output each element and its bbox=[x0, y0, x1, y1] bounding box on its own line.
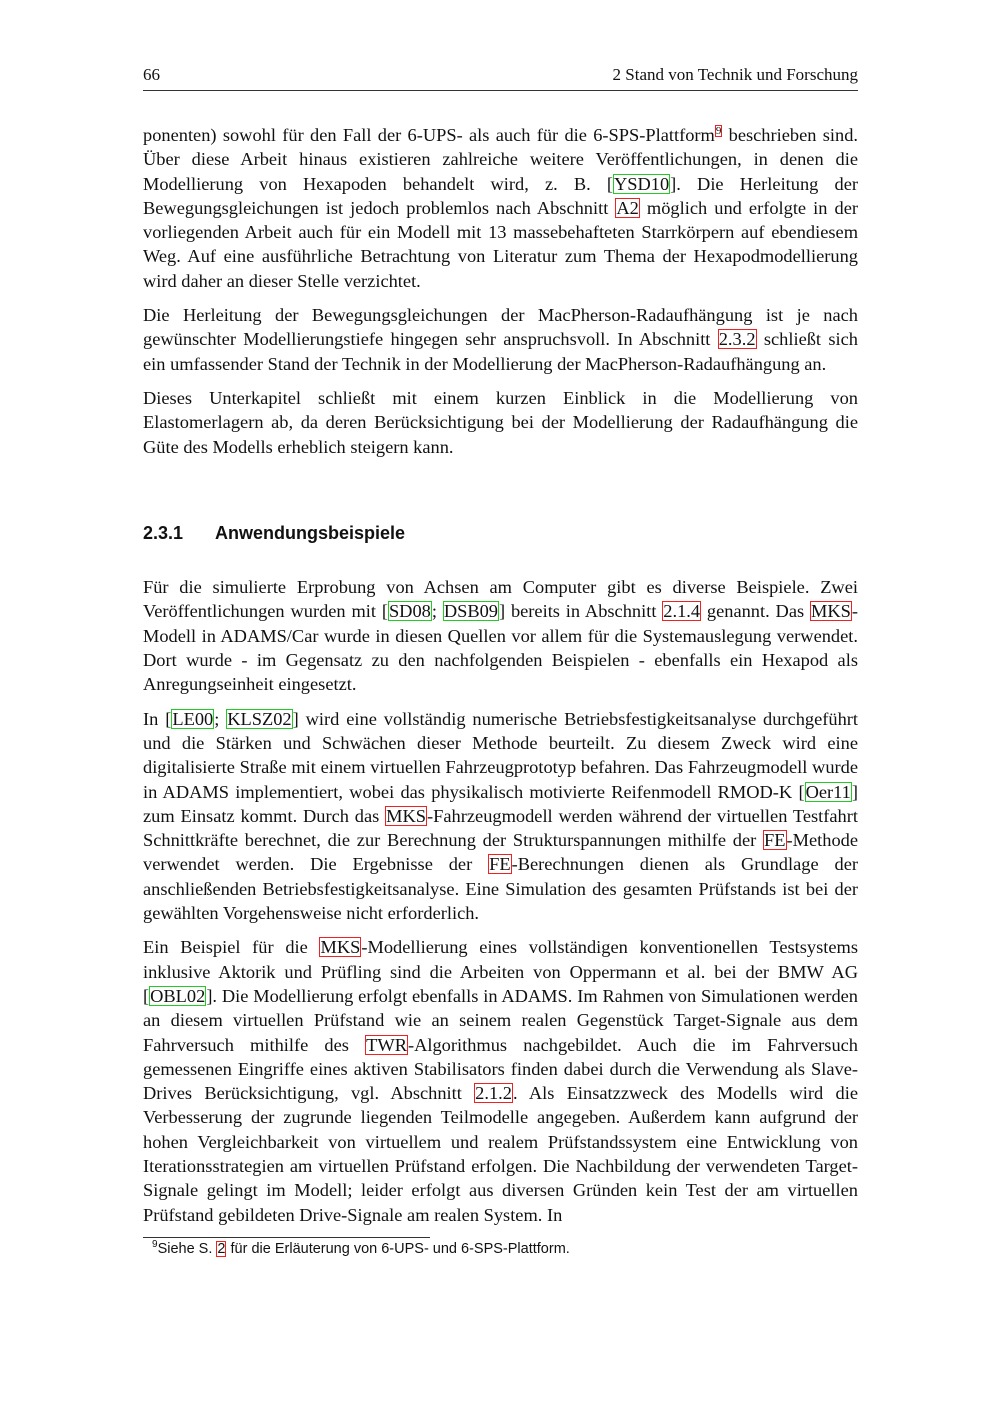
text-run: ]. Die Herleitung der Bewegungsgleichungen ist jedoch problemlos nach Abschnitt bbox=[143, 173, 858, 218]
text-run: Die Herleitung der Bewegungsgleichungen der MacPherson-Radaufhängung ist je nach gewünschter Modellierungstiefe hingegen sehr anspruchsvoll. In Abschnitt bbox=[143, 305, 858, 350]
page-link-2[interactable]: 2 bbox=[217, 1240, 226, 1257]
paragraph-2 bbox=[143, 303, 858, 376]
text-run: schließt sich ein umfassender Stand der Technik in der Modellierung der MacPherson-Radaufhängung an. bbox=[143, 329, 858, 374]
text-run: -Modell in ADAMS/Car wurde in diesen Quellen vor allem für die Systemauslegung verwendet. Dort wurde - im Gegensatz zu den nachfolgenden Beispielen - ebenfalls ein Hexapod als Anregungseinheit eingesetzt. bbox=[143, 601, 858, 695]
text-run: -Algorithmus nachgebildet. Auch die im Fahrversuch gemessenen Eingriffe eines aktiven Stabilisators finden dabei durch die Verwendung als Slave-Drives Berücksichtigung, vgl. Abschnitt bbox=[143, 1034, 858, 1104]
text-run: ]. Die Modellierung erfolgt ebenfalls in ADAMS. Im Rahmen von Simulationen werden an diesem virtuellen Prüfstand wie an seinem realen Gegenstück Target-Signale aus dem Fahrversuch mithilfe des bbox=[143, 985, 858, 1055]
acronym-link-twr[interactable]: TWR bbox=[366, 1034, 407, 1055]
paragraph-1 bbox=[143, 123, 858, 293]
acronym-link-mks[interactable]: MKS bbox=[320, 937, 361, 958]
text-run: -Methode verwendet werden. Die Ergebnisse der bbox=[143, 830, 858, 875]
text-run: ; bbox=[431, 601, 443, 622]
paragraph-3 bbox=[143, 386, 858, 459]
section-link-2-1-4[interactable]: 2.1.4 bbox=[663, 601, 701, 622]
text-run: ; bbox=[214, 708, 227, 729]
main-text bbox=[143, 123, 858, 1227]
footnote-link-9[interactable]: 9 bbox=[715, 124, 722, 137]
text-run: ] wird eine vollständig numerische Betriebsfestigkeitsanalyse durchgeführt und die Stärken und Schwächen dieser Methode beurteilt. Zu diesem Zweck wird eine digitalisierte Straße mit einem virtuellen Fahrzeugprototyp befahren. Das Fahrzeugmodell wurde in ADAMS implementiert, wobei das physikalisch motivierte Reifenmodell RMOD-K [ bbox=[143, 708, 858, 802]
text-run: beschrieben sind. Über diese Arbeit hinaus existieren zahlreiche weitere Veröffentlichungen, in denen die Modellierung von Hexapoden behandelt wird, z. B. [ bbox=[143, 125, 858, 194]
text-run: ] bereits in Abschnitt bbox=[498, 601, 663, 622]
page bbox=[143, 66, 858, 1258]
section-link-2-1-2[interactable]: 2.1.2 bbox=[475, 1083, 512, 1104]
section-title: Anwendungsbeispiele bbox=[215, 522, 406, 543]
text-run: möglich und erfolgte in der vorliegenden Arbeit auch für ein Modell mit 13 massebehafteten Starrkörpern auf ebendiesem Weg. Auf eine ausführliche Betrachtung von Literatur zum Thema der Hexapodmodellierung wird daher an dieser Stelle verzichtet. bbox=[143, 197, 858, 291]
section-number: 2.3.1 bbox=[143, 522, 184, 543]
text-run: für die Erläuterung von 6-UPS- und 6-SPS-Plattform. bbox=[226, 1240, 570, 1257]
text-run: Dieses Unterkapitel schließt mit einem kurzen Einblick in die Modellierung von Elastomerlagern ab, da deren Berücksichtigung bei der Modellierung der Radaufhängung die Güte des Modells erheblich steigern kann. bbox=[143, 387, 858, 457]
text-run: -Fahrzeugmodell werden während der virtuellen Testfahrt Schnittkräfte berechnet, die zur Berechnung der Strukturspannungen mithilfe der bbox=[143, 805, 858, 851]
acronym-link-mks[interactable]: MKS bbox=[386, 805, 427, 826]
text-run: Für die simulierte Erprobung von Achsen am Computer gibt es diverse Beispiele. Zwei Veröffentlichungen wurden mit [ bbox=[143, 577, 858, 622]
paragraph-5 bbox=[143, 707, 858, 926]
section-heading bbox=[143, 521, 858, 545]
citation-link-klsz02[interactable]: KLSZ02 bbox=[227, 708, 292, 729]
text-run: Siehe S. bbox=[157, 1240, 217, 1257]
citation-link-oer11[interactable]: Oer11 bbox=[805, 781, 851, 802]
text-run: ] zum Einsatz kommt. Durch das bbox=[143, 781, 858, 826]
citation-link-le00[interactable]: LE00 bbox=[172, 708, 214, 729]
paragraph-4 bbox=[143, 575, 858, 696]
text-run: In [ bbox=[143, 708, 172, 729]
chapter-title: 2 Stand von Technik und Forschung bbox=[612, 64, 858, 84]
text-run: genannt. Das bbox=[701, 601, 810, 622]
acronym-link-fe[interactable]: FE bbox=[764, 830, 786, 851]
text-run: . Als Einsatzzweck des Modells wird die Verbesserung der zugrunde liegenden Teilmodelle angegeben. Außerdem kann aufgrund der hohen Vergleichbarkeit von virtuellem und realem Prüfstandssystem eine Entwicklung von Iterationsstrategien am virtuellen Prüfstand erfolgen. Die Nachbildung der verwendeten Target-Signale gelingt im Modell; leider erfolgt aus diversen Gründen kein Test der am virtuellen Prüfstand gebildeten Drive-Signale am realen System. In bbox=[143, 1083, 858, 1225]
footnote-rule bbox=[143, 1237, 430, 1238]
citation-link-obl02[interactable]: OBL02 bbox=[150, 985, 206, 1006]
text-run: -Berechnungen dienen als Grundlage der anschließenden Betriebsfestigkeitsanalyse. Eine Simulation des gesamten Prüfstands ist bei der gewählten Vorgehensweise nicht erforderlich. bbox=[143, 854, 858, 924]
text-run: ponenten) sowohl für den Fall der 6-UPS- als auch für die 6-SPS-Plattform bbox=[143, 125, 715, 145]
section-link-a2[interactable]: A2 bbox=[616, 197, 639, 218]
footnote-9 bbox=[152, 1240, 858, 1258]
section-link-2-3-2[interactable]: 2.3.2 bbox=[718, 329, 756, 350]
citation-link-ysd10[interactable]: YSD10 bbox=[613, 173, 670, 194]
running-header bbox=[143, 66, 858, 91]
footnote-mark: 9 bbox=[152, 1239, 158, 1251]
citation-link-sd08[interactable]: SD08 bbox=[388, 601, 431, 622]
paragraph-6 bbox=[143, 935, 858, 1227]
page-number: 66 bbox=[143, 64, 160, 84]
acronym-link-mks[interactable]: MKS bbox=[811, 601, 851, 622]
acronym-link-fe[interactable]: FE bbox=[489, 854, 511, 875]
text-run: Ein Beispiel für die bbox=[143, 937, 320, 958]
text-run: -Modellierung eines vollständigen konventionellen Testsystems inklusive Aktorik und Prüfling sind die Arbeiten von Oppermann et al. bei der BMW AG [ bbox=[143, 937, 858, 1006]
citation-link-dsb09[interactable]: DSB09 bbox=[443, 601, 498, 622]
